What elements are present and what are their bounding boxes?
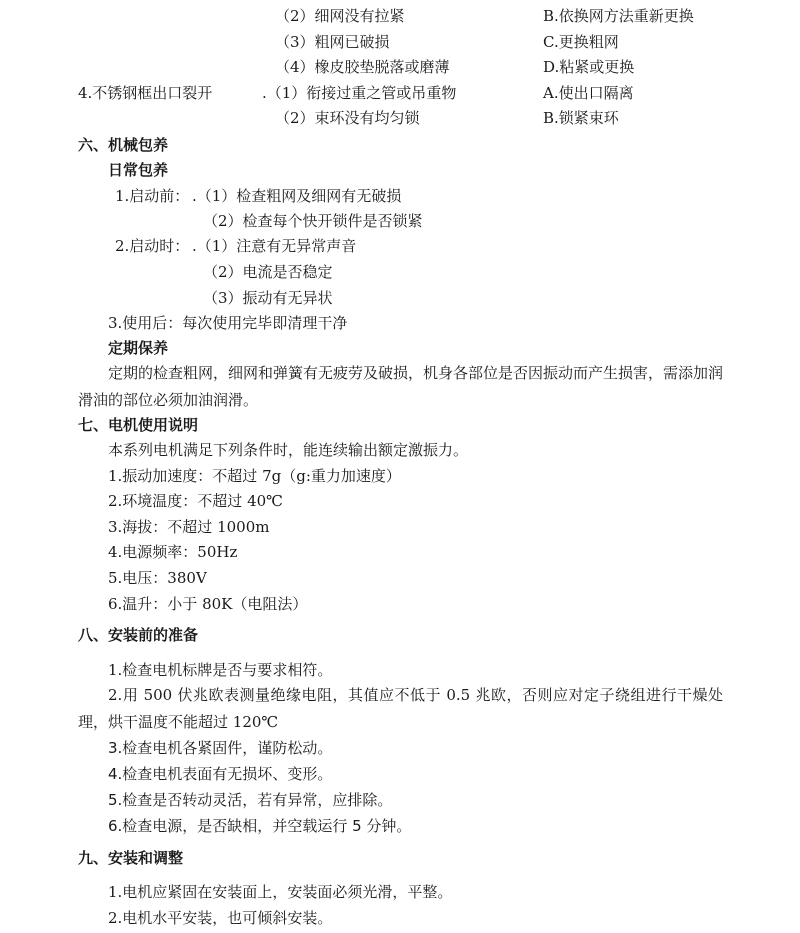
list-item: .（1）注意有无异常声音	[192, 237, 357, 255]
paragraph: 定期的检查粗网，细网和弹簧有无疲劳及破损，机身各部位是否因振动而产生损害，需添加润滑油的部位必须加油润滑。	[78, 364, 724, 409]
list-item: （2）检查每个快开锁件是否锁紧	[203, 212, 423, 230]
cause-text: （3）粗网已破损	[275, 33, 390, 51]
section-heading: 九、安装和调整	[78, 849, 184, 867]
list-item: （3）振动有无异状	[203, 289, 333, 307]
section-heading: 六、机械包养	[78, 136, 169, 154]
list-item: 1.振动加速度：不超过 7g（g:重力加速度）	[108, 467, 401, 485]
section-heading: 八、安装前的准备	[78, 626, 199, 644]
subsection-heading: 日常包养	[108, 161, 169, 179]
section-heading: 七、电机使用说明	[78, 416, 199, 434]
cause-text: （2）细网没有拉紧	[275, 7, 405, 25]
list-item: 5.电压：380V	[108, 569, 207, 587]
list-item: 5.检查是否转动灵活，若有异常，应排除。	[108, 791, 393, 809]
list-label: 2.启动时：	[115, 237, 190, 255]
list-item: 6.温升：小于 80K（电阻法）	[108, 595, 308, 613]
list-item: 3.海拔：不超过 1000m	[108, 518, 270, 536]
cause-text: （2）束环没有均匀锁	[275, 109, 420, 127]
list-item: 4.检查电机表面有无损坏、变形。	[108, 765, 333, 783]
list-item: 2.用 500 伏兆欧表测量绝缘电阻，其值应不低于 0.5 兆欧，否则应对定子绕组进行干燥处理，烘干温度不能超过 120℃	[78, 686, 723, 731]
solution-text: A.使出口隔离	[543, 84, 634, 102]
solution-text: D.粘紧或更换	[543, 58, 635, 76]
list-item: 3.检查电机各紧固件，谨防松动。	[108, 739, 333, 757]
cause-text: （4）橡皮胶垫脱落或磨薄	[275, 58, 450, 76]
list-item: 4.电源频率：50Hz	[108, 543, 238, 561]
paragraph: 本系列电机满足下列条件时，能连续输出额定激振力。	[108, 441, 469, 459]
list-item: 2.电机水平安装，也可倾斜安装。	[108, 909, 333, 927]
solution-text: B.锁紧束环	[543, 109, 619, 127]
list-item: （2）电流是否稳定	[203, 263, 333, 281]
list-item: 1.检查电机标牌是否与要求相符。	[108, 661, 333, 679]
list-item: 3.使用后：每次使用完毕即清理干净	[108, 314, 348, 332]
subsection-heading: 定期保养	[108, 339, 169, 357]
list-item: .（1）检查粗网及细网有无破损	[192, 187, 402, 205]
problem-text: 4.不锈钢框出口裂开	[78, 84, 213, 102]
list-item: 1.电机应紧固在安装面上，安装面必须光滑，平整。	[108, 883, 453, 901]
list-label: 1.启动前：	[115, 187, 190, 205]
solution-text: B.依换网方法重新更换	[543, 7, 694, 25]
solution-text: C.更换粗网	[543, 33, 619, 51]
list-item: 2.环境温度：不超过 40℃	[108, 492, 283, 510]
list-item: 6.检查电源，是否缺相，并空载运行 5 分钟。	[108, 817, 412, 835]
cause-text: .（1）衔接过重之管或吊重物	[262, 84, 457, 102]
